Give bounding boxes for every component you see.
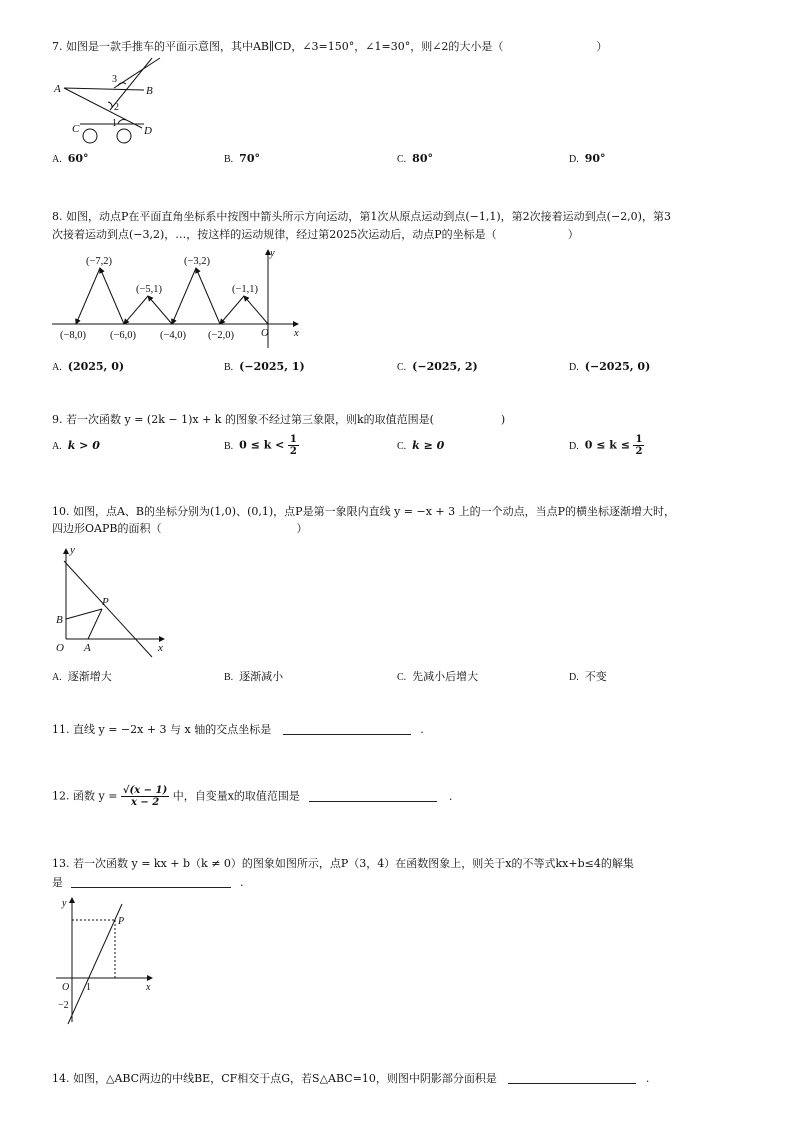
move-7 xyxy=(100,268,124,324)
label-minus-two: −2 xyxy=(58,1000,69,1011)
q10-option-c[interactable] xyxy=(397,668,478,684)
move-8 xyxy=(76,268,100,324)
q7-option-b[interactable] xyxy=(224,152,260,165)
label-one: 1 xyxy=(86,982,91,993)
q8-option-d[interactable] xyxy=(569,360,650,373)
segment-bp xyxy=(66,609,102,619)
option-key: C. xyxy=(397,154,407,165)
fraction-denominator: x − 2 xyxy=(130,797,160,808)
label-b: B xyxy=(56,614,63,626)
q9-option-a[interactable] xyxy=(52,439,100,452)
option-key: D. xyxy=(569,154,579,165)
question-13-line-1 xyxy=(52,855,634,873)
wheel-left xyxy=(83,129,97,143)
segment-ap xyxy=(88,609,102,639)
function-line xyxy=(68,904,125,1024)
option-value: (2025, 0) xyxy=(67,360,125,373)
line-ab xyxy=(64,88,144,90)
option-value: 90° xyxy=(584,152,606,165)
option-key: A. xyxy=(52,672,62,683)
option-key: A. xyxy=(52,154,62,165)
option-value: 0 ≤ k < xyxy=(239,438,285,452)
function-fraction xyxy=(121,785,169,808)
question-10-line-2 xyxy=(52,520,307,538)
question-13-text-1: 13. 若一次函数 y = kx + b（k ≠ 0）的图象如图所示，点P（3，4）在函数图象上，则关于x的不等式kx+b≤4的解集 xyxy=(52,857,634,870)
line-y-neg-x-plus-3 xyxy=(64,561,152,657)
q8-figure xyxy=(48,244,308,350)
question-9-close: ) xyxy=(500,413,506,426)
move-4 xyxy=(172,268,196,324)
q7-figure xyxy=(52,56,172,148)
q8-option-b[interactable] xyxy=(224,360,305,373)
label-angle-3: 3 xyxy=(112,74,117,85)
question-8-close: ） xyxy=(567,228,579,241)
fraction-numerator: 1 xyxy=(635,434,643,445)
label-x: x xyxy=(146,982,151,993)
question-7 xyxy=(52,38,607,56)
option-key: C. xyxy=(397,441,407,452)
label-x: x xyxy=(294,328,299,339)
move-6 xyxy=(124,296,148,324)
q9-option-d[interactable] xyxy=(569,434,644,457)
fraction-numerator: 1 xyxy=(289,434,297,445)
question-11-text: 11. 直线 y = −2x + 3 与 x 轴的交点坐标是 xyxy=(52,723,272,736)
option-key: A. xyxy=(52,362,62,373)
move-1 xyxy=(244,296,268,324)
label-origin: O xyxy=(62,982,70,993)
answer-blank-12[interactable] xyxy=(309,789,437,802)
question-9 xyxy=(52,411,505,429)
question-11-end: . xyxy=(420,723,424,736)
label-p: P xyxy=(102,596,109,608)
q7-option-d[interactable] xyxy=(569,152,606,165)
label-point-m5-1: (−5,1) xyxy=(136,284,163,295)
label-x: x xyxy=(158,642,163,654)
label-a: A xyxy=(84,642,91,654)
label-origin: O xyxy=(261,328,269,339)
option-value: (−2025, 0) xyxy=(584,360,651,373)
question-14 xyxy=(52,1070,649,1088)
question-11 xyxy=(52,721,424,739)
move-5 xyxy=(148,296,172,324)
option-key: A. xyxy=(52,441,62,452)
label-b: B xyxy=(146,85,153,97)
label-y: y xyxy=(270,248,275,259)
line-ad xyxy=(64,88,142,128)
wheel-right xyxy=(117,129,131,143)
fraction xyxy=(633,434,644,457)
question-8-text-1: 8. 如图，动点P在平面直角坐标系中按图中箭头所示方向运动，第1次从原点运动到点(−1,1)，第2次接着运动到点(−2,0)，第3 xyxy=(52,210,671,223)
label-point-m2-0: (−2,0) xyxy=(208,330,235,341)
question-8-line-1 xyxy=(52,208,671,226)
question-14-text: 14. 如图，△ABC两边的中线BE，CF相交于点G，若S△ABC=10，则图中阴影部分面积是 xyxy=(52,1072,497,1085)
label-y: y xyxy=(62,898,67,909)
question-8-line-2 xyxy=(52,226,579,244)
angle-1-arc xyxy=(118,120,126,124)
fraction xyxy=(288,434,299,457)
option-value: 逐渐增大 xyxy=(67,670,112,683)
option-value: k > 0 xyxy=(67,439,100,452)
label-point-m6-0: (−6,0) xyxy=(110,330,137,341)
angle-2-arc xyxy=(108,102,112,108)
option-key: C. xyxy=(397,362,407,373)
question-9-text: 9. 若一次函数 y = (2k − 1)x + k 的图象不经过第三象限，则k的取值范围是( xyxy=(52,413,434,426)
question-10-text-2: 四边形OAPB的面积（ xyxy=(52,522,162,535)
question-12-suffix: 中，自变量x的取值范围是 xyxy=(172,789,300,803)
q10-option-a[interactable] xyxy=(52,668,112,684)
question-12-prefix: 12. 函数 y = xyxy=(52,789,118,803)
move-2 xyxy=(220,296,244,324)
label-point-m1-1: (−1,1) xyxy=(232,284,259,295)
q8-option-c[interactable] xyxy=(397,360,478,373)
angle-3-arc xyxy=(118,83,126,86)
option-value: (−2025, 1) xyxy=(239,360,305,373)
fraction-numerator: √(x − 1) xyxy=(122,785,168,796)
question-13-text-2: 是 xyxy=(52,876,63,889)
option-key: B. xyxy=(224,440,234,452)
label-point-m8-0: (−8,0) xyxy=(60,330,87,341)
q7-option-a[interactable] xyxy=(52,152,89,165)
label-y: y xyxy=(70,544,75,556)
answer-blank-13[interactable] xyxy=(71,875,231,888)
option-value: 70° xyxy=(239,152,260,165)
label-origin: O xyxy=(56,642,64,654)
option-value: 0 ≤ k ≤ xyxy=(584,438,630,452)
question-8-text-2: 次接着运动到点(−3,2)，…，按这样的运动规律，经过第2025次运动后，动点P的坐标是（ xyxy=(52,228,497,241)
option-key: C. xyxy=(397,672,407,683)
label-a: A xyxy=(54,83,61,95)
option-key: D. xyxy=(569,672,579,683)
label-angle-2: 2 xyxy=(114,102,119,113)
label-point-m7-2: (−7,2) xyxy=(86,256,113,267)
label-angle-1: 1 xyxy=(112,118,117,129)
option-value: 80° xyxy=(412,152,433,165)
question-10-line-1 xyxy=(52,503,675,521)
option-key: B. xyxy=(224,672,234,683)
option-key: B. xyxy=(224,154,234,165)
option-key: D. xyxy=(569,362,579,373)
option-value: 先减小后增大 xyxy=(412,670,479,683)
label-d: D xyxy=(144,125,152,137)
answer-blank-11[interactable] xyxy=(283,722,411,735)
option-key: D. xyxy=(569,440,579,452)
question-14-end: . xyxy=(645,1072,650,1085)
q9-option-b[interactable] xyxy=(224,434,299,457)
option-value: 不变 xyxy=(584,670,607,683)
option-value: 逐渐减小 xyxy=(239,670,284,683)
question-13-line-2 xyxy=(52,874,244,892)
question-7-close: ） xyxy=(596,40,608,53)
question-12 xyxy=(52,785,452,808)
question-13-end: . xyxy=(240,876,244,889)
option-value: (−2025, 2) xyxy=(412,360,478,373)
label-point-m4-0: (−4,0) xyxy=(160,330,187,341)
fraction-denominator: 2 xyxy=(635,446,643,457)
q13-figure xyxy=(52,894,162,1028)
q9-option-c[interactable] xyxy=(397,439,444,452)
q10-option-d[interactable] xyxy=(569,668,607,684)
fraction-denominator: 2 xyxy=(289,446,297,457)
move-3 xyxy=(196,268,220,324)
question-12-end: . xyxy=(448,789,453,803)
option-value: k ≥ 0 xyxy=(412,439,445,452)
question-7-text: 7. 如图是一款手推车的平面示意图，其中AB∥CD，∠3=150°，∠1=30°，则∠2的大小是（ xyxy=(52,40,504,53)
option-value: 60° xyxy=(67,152,89,165)
answer-blank-14[interactable] xyxy=(508,1071,636,1084)
label-c: C xyxy=(72,123,80,135)
label-point-m3-2: (−3,2) xyxy=(184,256,211,267)
option-key: B. xyxy=(224,362,234,373)
q10-option-b[interactable] xyxy=(224,668,283,684)
label-p: P xyxy=(118,916,125,927)
q7-option-c[interactable] xyxy=(397,152,433,165)
q10-figure xyxy=(52,543,172,661)
q8-option-a[interactable] xyxy=(52,360,124,373)
question-10-text-1: 10. 如图，点A、B的坐标分别为(1,0)、(0,1)，点P是第一象限内直线 y = −x + 3 上的一个动点，当点P的横坐标逐渐增大时， xyxy=(52,505,676,518)
question-10-close: ） xyxy=(296,522,308,535)
